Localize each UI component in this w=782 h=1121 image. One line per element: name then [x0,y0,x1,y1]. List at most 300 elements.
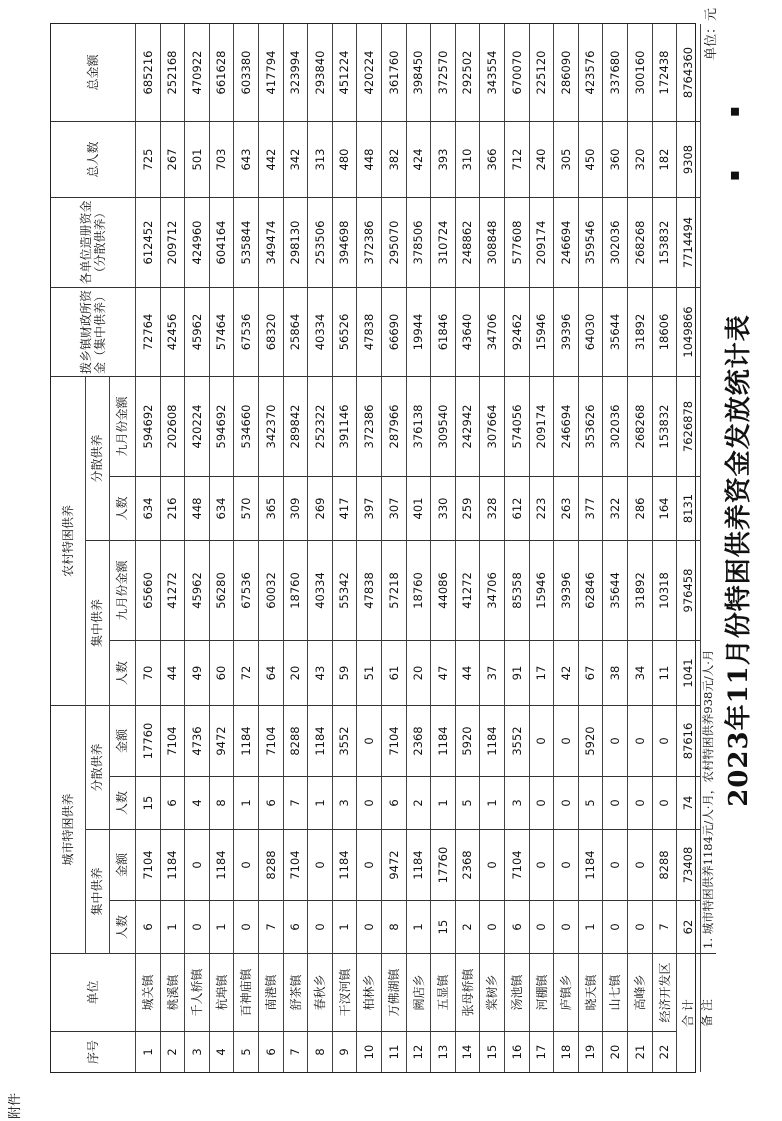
row-tp: 382 [381,122,406,198]
row-ud-a: 0 [652,706,676,777]
row-tp: 703 [209,122,233,198]
row-rc-a: 15946 [529,541,553,641]
row-rd-p: 263 [553,477,578,541]
row-uc-a: 1184 [406,830,430,901]
row-rc-a: 65660 [135,541,160,641]
total-ud-a: 87616 [676,706,700,777]
row-ud-p: 0 [652,777,676,830]
row-rd-a: 309540 [430,377,455,477]
row-tp: 310 [455,122,479,198]
row-ud-a: 7104 [258,706,283,777]
row-unit-name: 万佛湖镇 [381,954,406,1032]
row-rd-p: 328 [479,477,504,541]
row-rd-p: 634 [135,477,160,541]
row-uc-p: 7 [652,901,676,954]
row-uc-p: 6 [283,901,307,954]
row-tf: 15946 [529,288,553,377]
row-uc-p: 0 [553,901,578,954]
row-rd-a: 391146 [332,377,356,477]
row-ud-p: 4 [184,777,209,830]
row-tp: 182 [652,122,676,198]
row-tf: 45962 [184,288,209,377]
row-uc-a: 1184 [209,830,233,901]
row-seq: 3 [189,1048,204,1056]
row-tp: 501 [184,122,209,198]
row-ud-p: 1 [233,777,258,830]
row-uc-p: 6 [135,901,160,954]
row-tp: 393 [430,122,455,198]
row-uc-a: 2368 [455,830,479,901]
row-rc-a: 47838 [356,541,381,641]
row-uf: 372386 [356,198,381,288]
row-unit-name: 百神庙镇 [233,954,258,1032]
row-tf: 19944 [406,288,430,377]
row-uc-p: 0 [627,901,652,954]
row-rd-p: 377 [578,477,602,541]
row-ta: 252168 [160,24,184,122]
row-ud-a: 17760 [135,706,160,777]
total-label: 合 计 [681,999,695,1027]
row-seq: 11 [386,1044,401,1060]
header-rural-concentrated: 集中供养 [85,541,109,706]
header-urban: 城市特困供养 [51,706,85,954]
row-ta: 293840 [307,24,332,122]
row-uf: 308848 [479,198,504,288]
row-unit-name: 棠树乡 [479,954,504,1032]
row-ta: 398450 [406,24,430,122]
row-ud-a: 5920 [578,706,602,777]
row-uc-p: 0 [307,901,332,954]
header-total-people: 总人数 [51,122,135,198]
row-ta: 323994 [283,24,307,122]
row-unit-name: 城关镇 [135,954,160,1032]
row-seq: 10 [361,1044,376,1060]
row-uf: 394698 [332,198,356,288]
header-rural-dispersed: 分散供养 [85,377,109,541]
row-ud-p: 0 [553,777,578,830]
row-tf: 68320 [258,288,283,377]
row-tp: 313 [307,122,332,198]
row-uf: 253506 [307,198,332,288]
row-rd-a: 594692 [209,377,233,477]
row-ta: 300160 [627,24,652,122]
row-ud-a: 7104 [160,706,184,777]
row-uf: 209174 [529,198,553,288]
row-rc-p: 67 [578,641,602,706]
row-rc-p: 17 [529,641,553,706]
total-ta: 8764360 [676,24,700,122]
row-tf: 56526 [332,288,356,377]
row-rd-p: 286 [627,477,652,541]
row-tp: 320 [627,122,652,198]
row-tp: 424 [406,122,430,198]
row-rd-a: 353626 [578,377,602,477]
row-tf: 92462 [504,288,529,377]
row-seq: 6 [263,1048,278,1056]
row-uc-a: 7104 [135,830,160,901]
row-ta: 661628 [209,24,233,122]
row-rd-a: 287966 [381,377,406,477]
row-ud-a: 1184 [479,706,504,777]
row-rc-p: 43 [307,641,332,706]
row-uc-a: 0 [307,830,332,901]
row-ud-p: 8 [209,777,233,830]
header-urban-concentrated: 集中供养 [85,830,109,954]
row-rd-p: 307 [381,477,406,541]
row-rc-a: 55342 [332,541,356,641]
row-seq: 17 [534,1044,548,1060]
row-rc-p: 49 [184,641,209,706]
row-ta: 451224 [332,24,356,122]
row-tp: 643 [233,122,258,198]
row-rd-a: 574056 [504,377,529,477]
row-ud-a: 0 [627,706,652,777]
row-uc-a: 9472 [381,830,406,901]
total-tf: 1049866 [676,288,700,377]
row-rd-p: 269 [307,477,332,541]
row-rc-p: 44 [455,641,479,706]
row-tf: 18606 [652,288,676,377]
row-uc-p: 0 [184,901,209,954]
row-uf: 302036 [602,198,627,288]
row-seq: 1 [140,1048,155,1056]
header-urban-dispersed: 分散供养 [85,706,109,830]
row-uc-a: 8288 [652,830,676,901]
row-ud-a: 0 [356,706,381,777]
row-unit-name: 柏林乡 [356,954,381,1032]
row-rc-a: 56280 [209,541,233,641]
row-uc-a: 1184 [578,830,602,901]
row-uc-p: 1 [406,901,430,954]
row-ud-a: 8288 [283,706,307,777]
row-ud-a: 4736 [184,706,209,777]
row-uc-a: 0 [184,830,209,901]
row-ud-p: 3 [332,777,356,830]
row-rd-a: 209174 [529,377,553,477]
header-rural-disp-people: 人数 [109,477,135,541]
row-ud-p: 3 [504,777,529,830]
row-rc-a: 39396 [553,541,578,641]
row-unit-name: 经济开发区 [652,954,676,1032]
row-uf: 248862 [455,198,479,288]
row-ta: 372570 [430,24,455,122]
header-divider-2 [109,377,110,954]
row-rc-a: 44086 [430,541,455,641]
row-uf: 209712 [160,198,184,288]
row-ta: 603380 [233,24,258,122]
row-uc-a: 7104 [283,830,307,901]
row-ud-p: 5 [578,777,602,830]
row-uf: 424960 [184,198,209,288]
row-rc-p: 37 [479,641,504,706]
row-ud-a: 1184 [430,706,455,777]
row-uc-a: 0 [602,830,627,901]
row-tf: 35644 [602,288,627,377]
total-rc-p: 1041 [676,641,700,706]
row-seq: 16 [509,1044,524,1060]
row-unit-name: 千人桥镇 [184,954,209,1032]
row-rd-p: 309 [283,477,307,541]
row-rc-a: 57218 [381,541,406,641]
row-rc-p: 91 [504,641,529,706]
row-rd-a: 252322 [307,377,332,477]
row-ta: 420224 [356,24,381,122]
header-unit-fund: 各单位造册资金（分散供养） [51,198,135,288]
row-unit-name: 晓天镇 [578,954,602,1032]
row-unit-name: 春秋乡 [307,954,332,1032]
row-tf: 72764 [135,288,160,377]
row-ta: 670070 [504,24,529,122]
row-ud-a: 9472 [209,706,233,777]
row-tf: 34706 [479,288,504,377]
header-rural-conc-people: 人数 [109,641,135,706]
row-rd-a: 376138 [406,377,430,477]
row-ta: 172438 [652,24,676,122]
header-town-fund: 拨乡镇财政所资金（集中供养） [51,288,135,377]
row-tf: 39396 [553,288,578,377]
row-rd-p: 570 [233,477,258,541]
row-rc-a: 41272 [455,541,479,641]
row-uf: 153832 [652,198,676,288]
row-uc-p: 1 [578,901,602,954]
row-tf: 66690 [381,288,406,377]
row-ud-a: 3552 [332,706,356,777]
row-ta: 423576 [578,24,602,122]
row-rc-p: 42 [553,641,578,706]
scan-marks: ▪ ▪ [724,82,743,181]
row-seq: 21 [632,1044,647,1060]
total-uc-a: 73408 [676,830,700,901]
row-rc-a: 18760 [283,541,307,641]
row-rd-a: 372386 [356,377,381,477]
row-rc-a: 45962 [184,541,209,641]
row-ud-a: 3552 [504,706,529,777]
row-rd-a: 202608 [160,377,184,477]
row-ud-p: 0 [627,777,652,830]
row-ud-a: 5920 [455,706,479,777]
total-uf: 7714494 [676,198,700,288]
row-rc-p: 47 [430,641,455,706]
row-ud-p: 0 [529,777,553,830]
row-uc-p: 6 [504,901,529,954]
row-unit-name: 阙店乡 [406,954,430,1032]
row-tf: 42456 [160,288,184,377]
row-tf: 25864 [283,288,307,377]
remark-text: 1. 城市特困供养1184元/人·月，农村特困供养938元/人·月 [700,24,716,954]
row-ta: 286090 [553,24,578,122]
row-uc-a: 7104 [504,830,529,901]
row-tp: 342 [283,122,307,198]
row-unit-name: 庐镇乡 [553,954,578,1032]
total-ud-p: 74 [676,777,700,830]
row-rd-a: 534660 [233,377,258,477]
row-seq: 15 [484,1044,499,1060]
row-uf: 535844 [233,198,258,288]
row-rd-p: 216 [160,477,184,541]
row-ud-p: 2 [406,777,430,830]
row-ud-p: 1 [307,777,332,830]
header-rural-disp-amount: 九月份金额 [109,377,135,477]
row-ud-a: 7104 [381,706,406,777]
total-rd-a: 7626878 [676,377,700,477]
row-tf: 67536 [233,288,258,377]
row-tp: 267 [160,122,184,198]
row-uf: 310724 [430,198,455,288]
header-seq: 序号 [86,1040,100,1065]
row-rc-p: 59 [332,641,356,706]
row-rc-p: 51 [356,641,381,706]
row-rd-p: 417 [332,477,356,541]
row-tf: 40334 [307,288,332,377]
row-rd-p: 322 [602,477,627,541]
row-seq: 7 [288,1048,302,1056]
row-ud-p: 6 [258,777,283,830]
row-ta: 292502 [455,24,479,122]
row-uc-p: 2 [455,901,479,954]
row-tf: 61846 [430,288,455,377]
row-uc-p: 0 [233,901,258,954]
row-seq: 5 [238,1048,253,1056]
row-rd-p: 330 [430,477,455,541]
row-rc-p: 60 [209,641,233,706]
row-rd-p: 634 [209,477,233,541]
row-rd-a: 594692 [135,377,160,477]
row-uf: 378506 [406,198,430,288]
row-rc-a: 18760 [406,541,430,641]
row-unit-name: 舒茶镇 [283,954,307,1032]
remark-label: 备 注 [700,999,714,1027]
row-ud-a: 0 [529,706,553,777]
row-uc-p: 0 [529,901,553,954]
row-seq: 18 [558,1044,573,1060]
row-uf: 359546 [578,198,602,288]
row-ta: 685216 [135,24,160,122]
row-seq: 8 [312,1048,327,1056]
row-rc-p: 38 [602,641,627,706]
row-uc-p: 8 [381,901,406,954]
row-tp: 366 [479,122,504,198]
row-uc-p: 1 [160,901,184,954]
row-uc-p: 7 [258,901,283,954]
row-seq: 19 [583,1044,597,1060]
row-ud-a: 2368 [406,706,430,777]
row-tp: 712 [504,122,529,198]
annex-label: 附件 [8,1092,23,1119]
row-ud-a: 1184 [233,706,258,777]
row-seq: 22 [657,1044,671,1060]
row-uc-p: 0 [479,901,504,954]
row-rd-a: 302036 [602,377,627,477]
row-tp: 305 [553,122,578,198]
row-tp: 448 [356,122,381,198]
row-tp: 360 [602,122,627,198]
row-seq: 20 [607,1044,622,1060]
row-ud-p: 6 [160,777,184,830]
row-uc-p: 0 [356,901,381,954]
row-ud-a: 0 [553,706,578,777]
row-seq: 13 [435,1044,450,1060]
row-rc-a: 34706 [479,541,504,641]
row-tp: 240 [529,122,553,198]
header-urban-conc-amount: 金额 [109,830,135,901]
row-rd-p: 401 [406,477,430,541]
row-rd-p: 397 [356,477,381,541]
header-urban-disp-people: 人数 [109,777,135,830]
row-tf: 31892 [627,288,652,377]
row-uc-a: 0 [479,830,504,901]
row-rd-a: 289842 [283,377,307,477]
row-rc-a: 67536 [233,541,258,641]
row-uc-a: 0 [356,830,381,901]
total-uc-p: 62 [676,901,700,954]
row-tp: 725 [135,122,160,198]
row-rd-a: 246694 [553,377,578,477]
header-urban-disp-amount: 金额 [109,706,135,777]
row-unit-name: 高峰乡 [627,954,652,1032]
row-ud-a: 1184 [307,706,332,777]
row-rc-a: 85358 [504,541,529,641]
row-unit-name: 汤池镇 [504,954,529,1032]
row-tp: 450 [578,122,602,198]
row-uc-p: 1 [209,901,233,954]
row-unit-name: 南港镇 [258,954,283,1032]
row-rc-p: 72 [233,641,258,706]
row-tp: 480 [332,122,356,198]
row-ud-p: 1 [430,777,455,830]
row-ud-p: 1 [479,777,504,830]
row-ta: 337680 [602,24,627,122]
row-uf: 604164 [209,198,233,288]
row-uc-a: 1184 [160,830,184,901]
row-rd-p: 164 [652,477,676,541]
row-uc-a: 0 [627,830,652,901]
row-tf: 43640 [455,288,479,377]
row-ud-p: 6 [381,777,406,830]
row-unit-name: 桃溪镇 [160,954,184,1032]
row-rd-a: 420224 [184,377,209,477]
header-rural: 农村特困供养 [51,377,85,706]
row-uf: 298130 [283,198,307,288]
header-urban-conc-people: 人数 [109,901,135,954]
row-tp: 442 [258,122,283,198]
row-ta: 470922 [184,24,209,122]
row-uf: 268268 [627,198,652,288]
row-rd-p: 448 [184,477,209,541]
row-ta: 417794 [258,24,283,122]
row-seq: 14 [460,1044,474,1060]
row-ud-p: 15 [135,777,160,830]
row-seq: 9 [337,1048,351,1056]
row-uf: 246694 [553,198,578,288]
total-rd-p: 8131 [676,477,700,541]
row-ud-p: 7 [283,777,307,830]
total-tp: 9308 [676,122,700,198]
row-rd-p: 365 [258,477,283,541]
row-unit-name: 河棚镇 [529,954,553,1032]
row-ud-a: 0 [602,706,627,777]
row-uc-a: 17760 [430,830,455,901]
header-divider-1 [85,377,86,954]
row-uc-p: 1 [332,901,356,954]
row-rc-p: 61 [381,641,406,706]
row-rd-a: 268268 [627,377,652,477]
row-unit-name: 张母桥镇 [455,954,479,1032]
row-uc-p: 15 [430,901,455,954]
row-rc-p: 20 [406,641,430,706]
header-total-amount: 总金额 [51,24,135,122]
row-seq: 2 [165,1048,179,1056]
row-tf: 64030 [578,288,602,377]
